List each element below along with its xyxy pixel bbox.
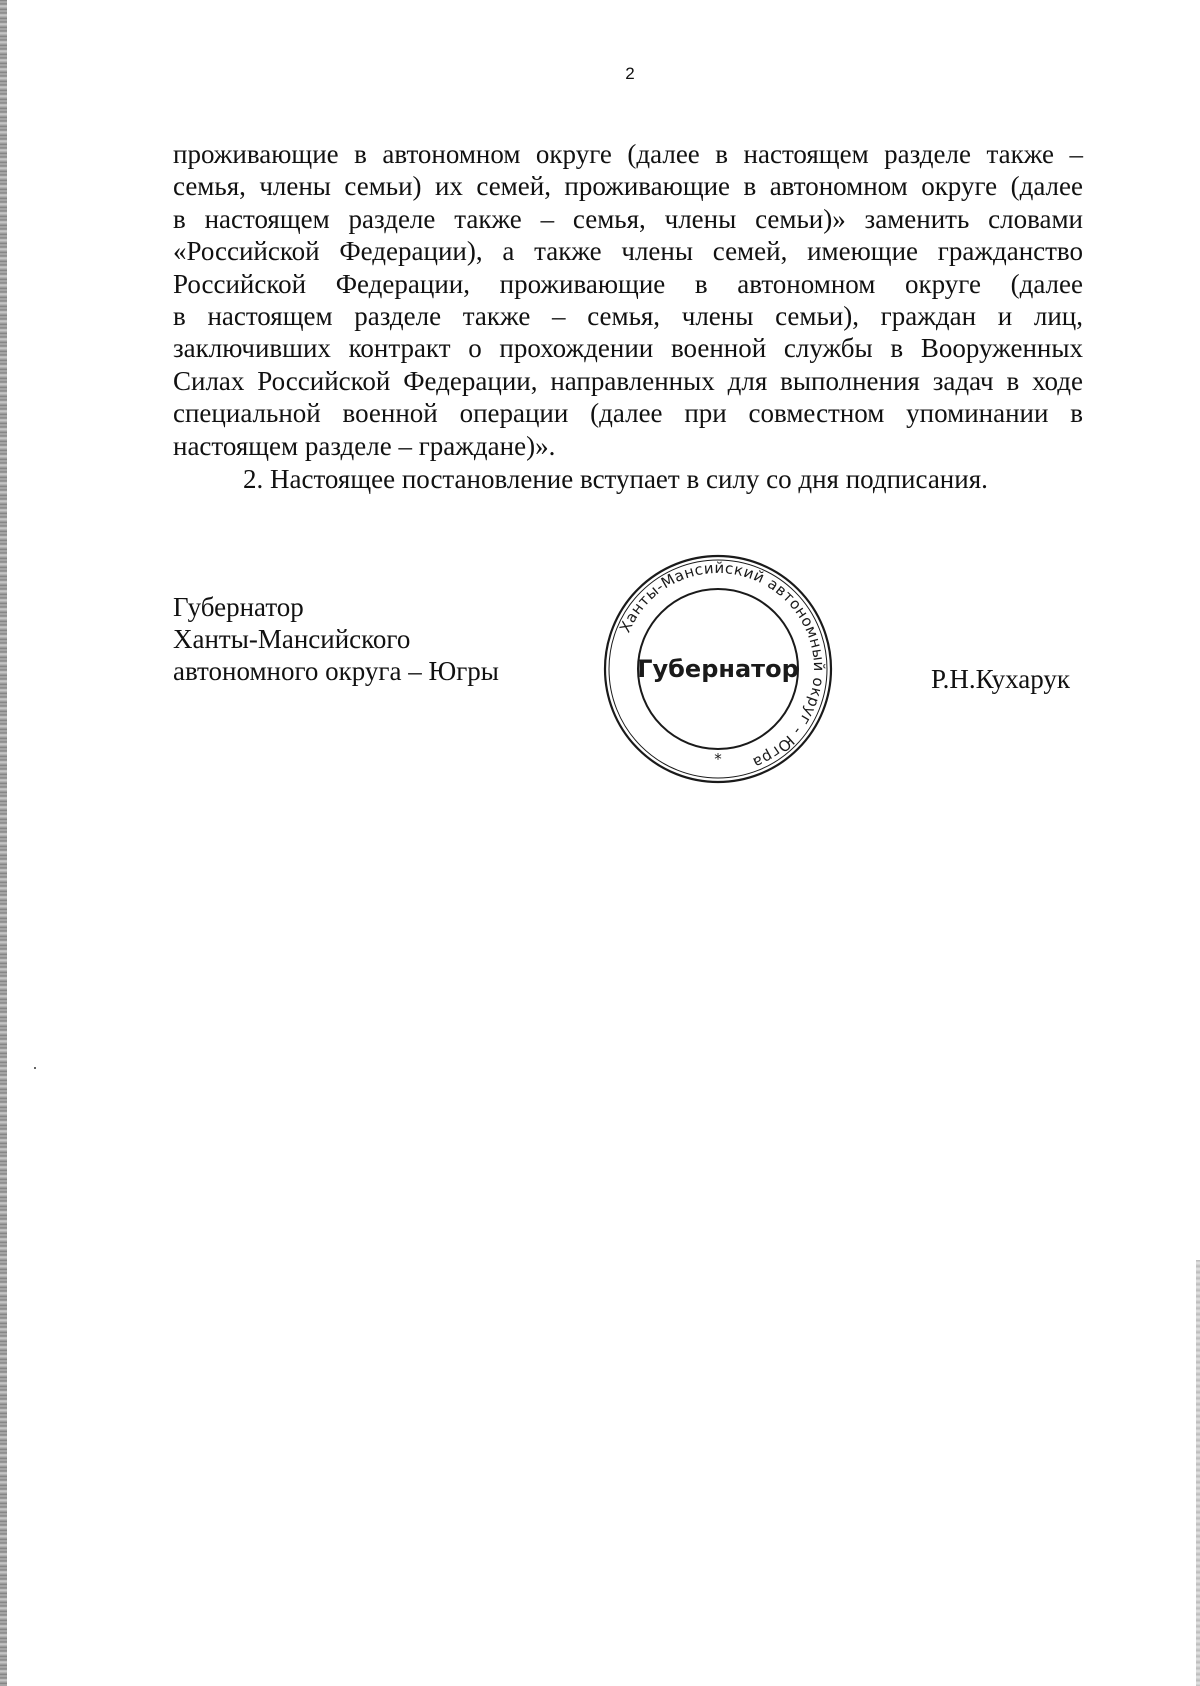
paragraph-1-line: заключивших контракт о прохождении военной службы в Вооруженных [173,333,1083,364]
paragraph-1-line: специальной военной операции (далее при совместном упоминании в [173,398,1083,429]
paragraph-1-line: Российской Федерации, проживающие в автономном округе (далее [173,268,1083,299]
paragraph-1-line: настоящем разделе – граждане)». [173,430,556,461]
scan-left-edge [0,0,7,1686]
page-number: 2 [625,64,635,83]
paragraph-1-line: Силах Российской Федерации, направленных для выполнения задач в ходе [173,365,1083,396]
paragraph-1-line: в настоящем разделе также – семья, члены семьи), граждан и лиц, [173,301,1083,332]
paragraph-1-line: «Российской Федерации), а также члены семей, имеющие гражданство [173,236,1083,267]
seal-center-text: Губернатор [637,655,799,683]
scan-speck [34,1067,36,1069]
paragraph-1-line: в настоящем разделе также – семья, члены семьи)» заменить словами [173,203,1083,234]
signer-title-line: Ханты-Мансийского [173,624,411,654]
scan-right-edge [1196,1260,1200,1686]
paragraph-1-line: семья, члены семьи) их семей, проживающие в автономном округе (далее [173,171,1083,202]
signer-title-line: Губернатор [173,592,304,622]
seal-star: * [714,750,722,768]
signer-title-line: автономного округа – Югры [173,656,499,686]
signer-title [173,591,499,687]
official-seal [598,549,838,789]
paragraph-2: 2. Настоящее постановление вступает в силу со дня подписания. [243,464,988,494]
paragraph-1-line: проживающие в автономном округе (далее в настоящем разделе также – [173,139,1083,169]
paragraph-1 [173,138,1083,462]
signer-name: Р.Н.Кухарук [931,664,1071,694]
seal-ring-text: Ханты-Мансийский автономный округ - Югра [615,558,829,773]
